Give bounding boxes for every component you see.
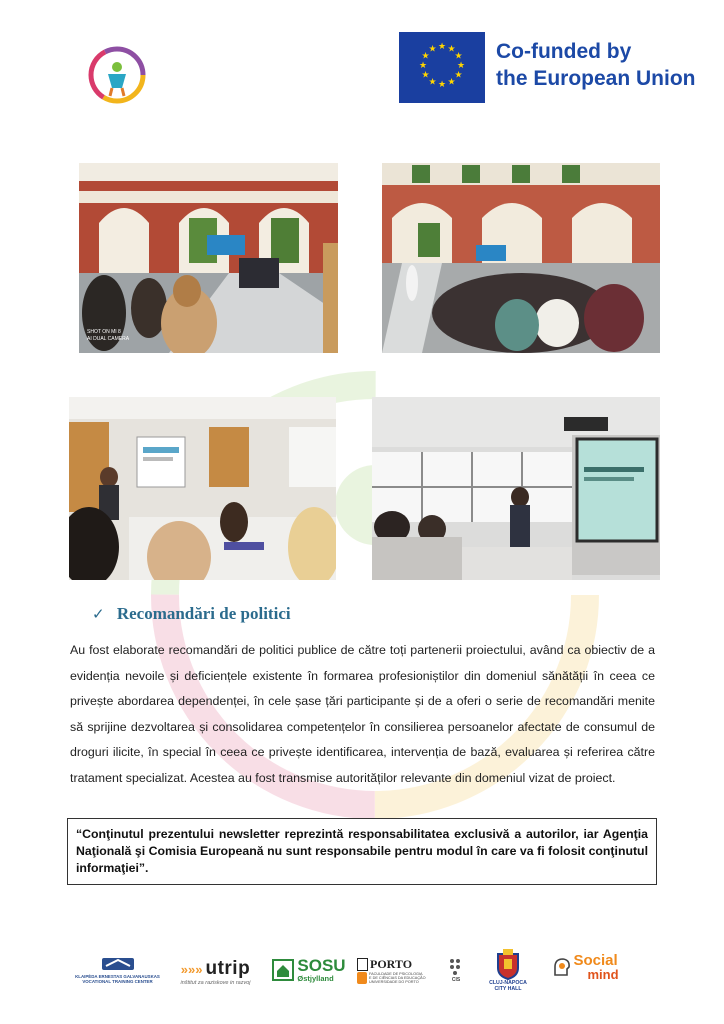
photo-classroom-presentation bbox=[69, 397, 336, 580]
cis-logo bbox=[444, 952, 468, 988]
svg-text:★: ★ bbox=[437, 80, 447, 90]
porto-fpce-logo bbox=[357, 948, 432, 992]
svg-text:★: ★ bbox=[421, 51, 430, 62]
svg-text:★: ★ bbox=[454, 51, 463, 62]
disclaimer-box: “Conţinutul prezentului newsletter reprezintă responsabilitatea exclusivă a autorilor, iar Agenţia Naţională şi Comisia Europeană nu sunt responsabile pentru modul în care va fi folosit conţinutul informaţiei”. bbox=[67, 818, 657, 885]
svg-text:★: ★ bbox=[447, 77, 456, 88]
svg-text:★: ★ bbox=[447, 44, 456, 55]
sosu-house-icon bbox=[272, 959, 294, 981]
eu-flag-icon bbox=[399, 32, 485, 103]
porto-mark-icon bbox=[357, 958, 368, 971]
klaipeda-emblem-icon bbox=[98, 956, 138, 974]
klaipeda-name-line2: VOCATIONAL TRAINING CENTER bbox=[82, 979, 153, 984]
social-mind-line2: mind bbox=[587, 967, 619, 982]
eu-label-line1: Co-funded by bbox=[496, 40, 632, 63]
project-logo bbox=[86, 44, 148, 106]
cluj-napoca-city-hall-logo bbox=[482, 942, 534, 998]
svg-text:★: ★ bbox=[456, 61, 466, 71]
checkmark-icon: ✓ bbox=[92, 605, 105, 623]
porto-name: PORTO bbox=[370, 956, 413, 971]
svg-text:★: ★ bbox=[421, 70, 430, 81]
klaipeda-logo bbox=[70, 950, 165, 990]
cis-dots-icon bbox=[448, 957, 464, 977]
utrip-arrows-icon: »»» bbox=[180, 961, 203, 977]
eu-label-line2: the European Union bbox=[496, 67, 696, 90]
sosu-subtitle: Østjylland bbox=[297, 974, 334, 983]
eu-cofunded-label bbox=[496, 38, 696, 92]
social-mind-line1: Social bbox=[573, 952, 618, 969]
camera-watermark-line1: SHOT ON MI 8 bbox=[87, 329, 121, 335]
photo-conference-hall-1 bbox=[79, 163, 338, 353]
section-heading bbox=[92, 604, 291, 624]
social-mind-logo bbox=[544, 948, 626, 988]
svg-text:★: ★ bbox=[418, 61, 428, 71]
klaipeda-name-line1: KLAIPĖDA ERNESTAS GALVANAUSKAS bbox=[75, 974, 160, 979]
cluj-name-line1: CLUJ-NAPOCA bbox=[489, 980, 527, 986]
partner-logos-row bbox=[60, 938, 680, 998]
sosu-name: SOSU bbox=[297, 956, 346, 975]
svg-text:★: ★ bbox=[437, 42, 447, 52]
svg-text:★: ★ bbox=[454, 70, 463, 81]
section-body-paragraph: Au fost elaborate recomandări de politici publice de către toți partenerii proiectului, având ca obiectiv de a evidenția nevoile și deficiențele existente în formarea profesioniștilor din domeniul sănătății în ceea ce privește abordarea dependenței, în cele șase țări participante și de a oferi o serie de recomandări menite să sprijine dezvoltarea și consolidarea competențelor în consilierea persoanelor afectate de consumul de droguri ilicite, în special în ceea ce privește identificarea, intervenția de bază, evaluarea și referirea către tratament specializat. Acestea au fost transmise autorităților relevante din domeniul vizat de proiect. bbox=[70, 643, 655, 785]
porto-sub-line2: E DE CIÊNCIAS DA EDUCAÇÃO bbox=[369, 975, 426, 980]
section-heading-text: Recomandări de politici bbox=[116, 604, 291, 623]
fpce-q-icon bbox=[357, 972, 367, 984]
svg-text:★: ★ bbox=[428, 77, 437, 88]
porto-sub-line1: FACULDADE DE PSICOLOGIA bbox=[369, 971, 423, 976]
photo-classroom-interactive-board bbox=[372, 397, 660, 580]
porto-sub-line3: UNIVERSIDADE DO PORTO bbox=[369, 979, 419, 984]
utrip-name: utrip bbox=[205, 958, 251, 979]
social-mind-head-icon bbox=[551, 957, 571, 979]
svg-text:★: ★ bbox=[428, 44, 437, 55]
sosu-logo bbox=[270, 952, 348, 988]
photo-conference-hall-2 bbox=[382, 163, 660, 353]
utrip-subtitle: inštitut za raziskove in razvoj bbox=[180, 980, 251, 986]
camera-watermark-line2: AI DUAL CAMERA bbox=[87, 336, 130, 342]
cis-name: CIS bbox=[451, 977, 461, 983]
cluj-name-line2: CITY HALL bbox=[494, 986, 522, 992]
utrip-logo bbox=[168, 954, 263, 990]
cluj-coat-of-arms-icon bbox=[495, 948, 521, 980]
